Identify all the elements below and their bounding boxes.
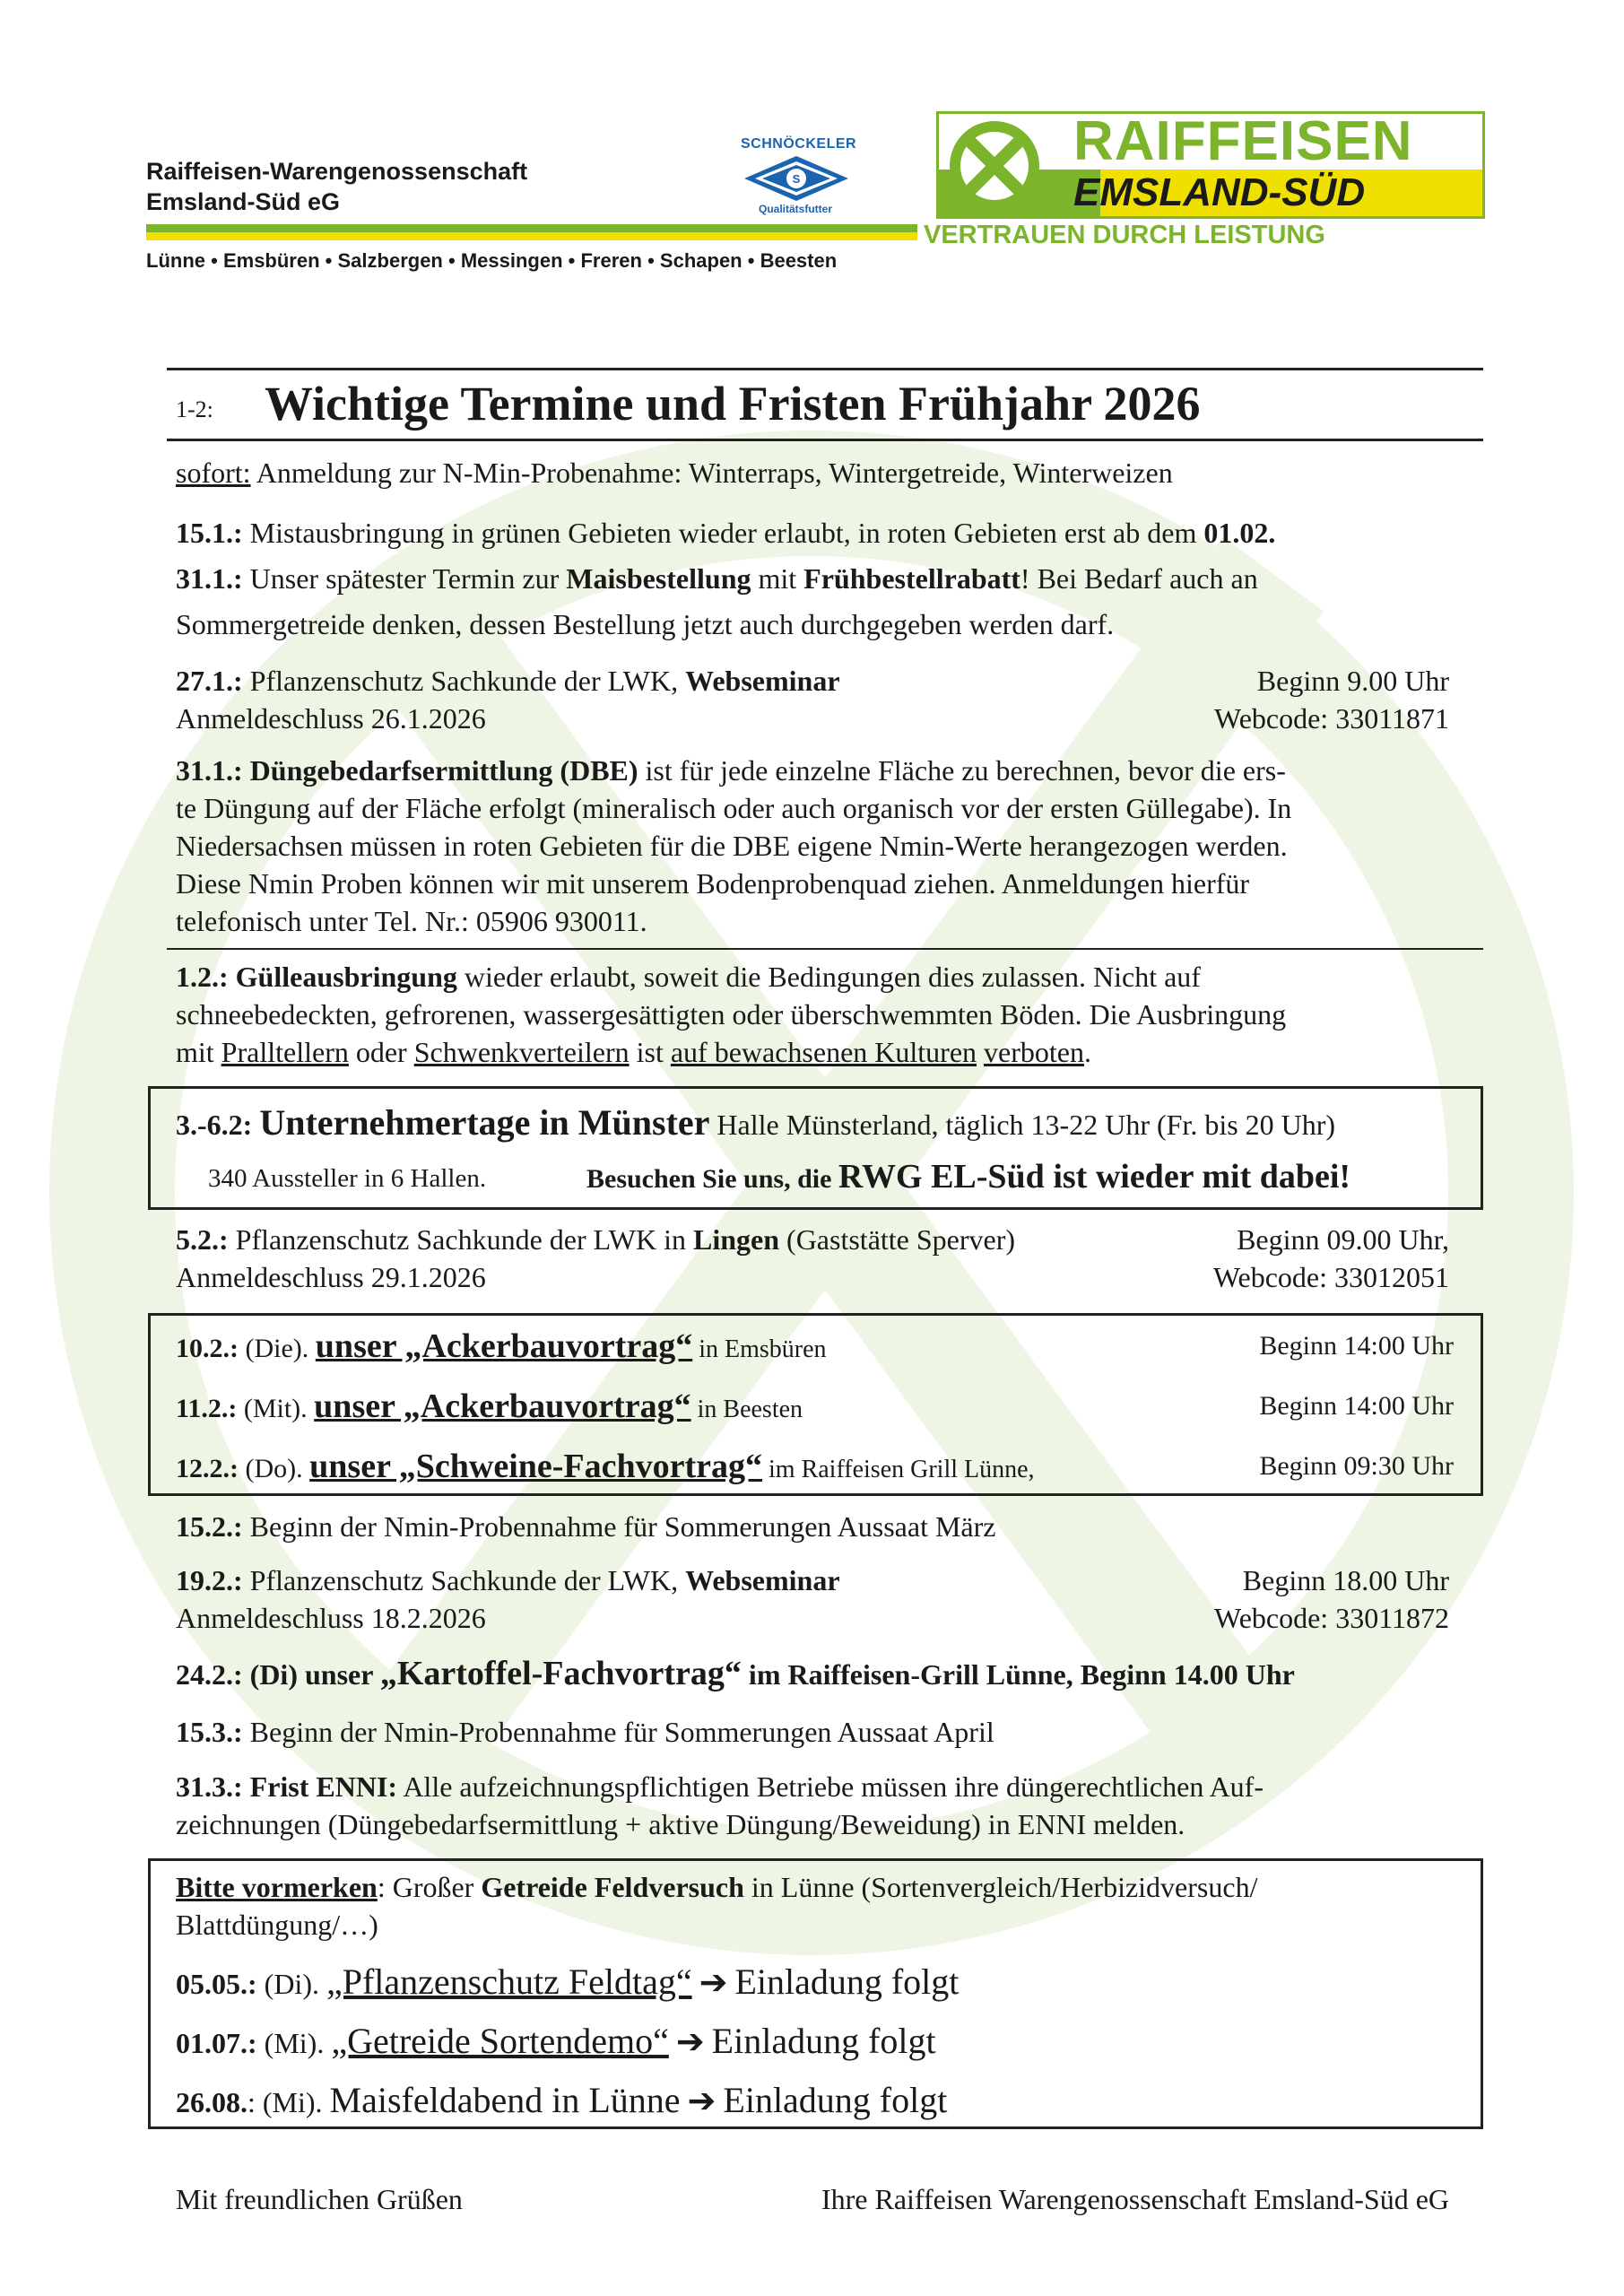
location-item: Freren — [580, 249, 642, 272]
unternehmertage-visit: Besuchen Sie uns, die RWG EL-Süd ist wieder mit dabei! — [586, 1158, 1351, 1196]
entry-24-2: 24.2.: (Di) unser „Kartoffel-Fachvortrag“ im Raiffeisen-Grill Lünne, Beginn 14.00 Uhr — [176, 1655, 1295, 1692]
entry-date: 19.2.: — [176, 1564, 243, 1596]
entry-19-2-begin: Beginn 18.00 Uhr — [1242, 1564, 1449, 1596]
svg-text:S: S — [792, 172, 801, 186]
schnoeckeler-tag: Qualitätsfutter — [759, 203, 833, 215]
logo-raiffeisen-text: RAIFFEISEN — [1073, 110, 1413, 172]
entry-date: 31.1.: — [176, 754, 243, 787]
company-name-line1: Raiffeisen-Warengenossenschaft — [146, 158, 528, 185]
slogan: VERTRAUEN DURCH LEISTUNG — [924, 221, 1325, 249]
entry-date: 24.2.: — [176, 1658, 243, 1691]
schnoeckeler-logo — [743, 154, 850, 203]
entry-19-2: 19.2.: Pflanzenschutz Sachkunde der LWK, Webseminar — [176, 1564, 840, 1596]
entry-date: 3.-6.2: — [176, 1109, 253, 1141]
footer-signature: Ihre Raiffeisen Warengenossenschaft Emsland-Süd eG — [821, 2183, 1449, 2215]
entry-5-2-begin: Beginn 09.00 Uhr, — [1237, 1223, 1449, 1256]
entry-date: 05.05.: — [176, 1968, 257, 2000]
entry-5-2-deadline: Anmeldeschluss 29.1.2026 — [176, 1261, 486, 1293]
arrow-right-icon: ➔ — [687, 2083, 716, 2120]
unternehmertage-box — [148, 1086, 1483, 1210]
location-item: Lünne — [146, 249, 205, 272]
vortrag-begin: Beginn 14:00 Uhr — [1259, 1391, 1454, 1421]
entry-date: 15.1.: — [176, 517, 243, 549]
title-rule-bottom — [167, 439, 1483, 441]
entry-27-1-webcode: Webcode: 33011871 — [1214, 702, 1449, 735]
raiffeisen-cross-icon — [944, 117, 1045, 214]
schnoeckeler-name: SCHNÖCKELER — [741, 136, 857, 152]
entry-date: 15.2.: — [176, 1510, 243, 1543]
unternehmertage-title: Unternehmertage in Münster — [259, 1102, 710, 1143]
entry-date: 10.2.: — [176, 1334, 239, 1363]
vortrag-begin: Beginn 14:00 Uhr — [1259, 1331, 1454, 1361]
entry-date: 27.1.: — [176, 665, 243, 697]
entry-date: 26.08. — [176, 2086, 248, 2118]
page-title: Wichtige Termine und Fristen Frühjahr 2026 — [265, 377, 1201, 430]
arrow-right-icon: ➔ — [675, 2023, 705, 2061]
title-rule-top — [167, 368, 1483, 370]
entry-15-1: 15.1.: Mistausbringung in grünen Gebieten wieder erlaubt, in roten Gebieten erst ab dem 01.02. — [176, 517, 1276, 549]
entry-date: 1.2.: — [176, 961, 229, 993]
header-yellow-bar — [146, 232, 917, 240]
entry-19-2-deadline: Anmeldeschluss 18.2.2026 — [176, 1602, 486, 1634]
entry-31-1-mais: 31.1.: Unser spätester Termin zur Maisbestellung mit Frühbestellrabatt! Bei Bedarf auch an — [176, 562, 1258, 595]
vortrag-begin: Beginn 09:30 Uhr — [1259, 1451, 1454, 1481]
arrow-right-icon: ➔ — [699, 1964, 728, 2002]
location-item: Schapen — [659, 249, 743, 272]
entry-31-1-mais-line2: Sommergetreide denken, dessen Bestellung jetzt auch durchgegeben werden darf. — [176, 608, 1115, 640]
entry-5-2-webcode: Webcode: 33012051 — [1212, 1261, 1449, 1293]
raiffeisen-logo — [936, 111, 1485, 219]
entry-31-1-dbe-line2: te Düngung auf der Fläche erfolgt (mineralisch oder auch organisch vor der ersten Güllegabe). In — [176, 792, 1292, 824]
entry-27-1-begin: Beginn 9.00 Uhr — [1256, 665, 1449, 697]
vortraege-box — [148, 1313, 1483, 1496]
entry-15-2: 15.2.: Beginn der Nmin-Probennahme für Sommerungen Aussaat März — [176, 1510, 996, 1543]
vormerken-intro: Bitte vormerken: Großer Getreide Feldversuch in Lünne (Sortenvergleich/Herbizidversuch/ — [176, 1871, 1258, 1903]
locations-list: Lünne • Emsbüren • Salzbergen • Messingen • Freren • Schapen • Beesten — [146, 249, 838, 272]
vortrag-row: 10.2.: (Die). unser „Ackerbauvortrag“ in Emsbüren — [176, 1327, 827, 1365]
entry-27-1-deadline: Anmeldeschluss 26.1.2026 — [176, 702, 486, 735]
entry-sofort: sofort: Anmeldung zur N-Min-Probenahme: Winterraps, Wintergetreide, Winterweizen — [176, 457, 1173, 489]
entry-date: 31.1.: — [176, 562, 243, 595]
location-item: Salzbergen — [337, 249, 443, 272]
footer-greeting: Mit freundlichen Grüßen — [176, 2183, 463, 2215]
vormerken-box — [148, 1858, 1483, 2129]
entry-1-2: 1.2.: Gülleausbringung wieder erlaubt, soweit die Bedingungen dies zulassen. Nicht auf — [176, 961, 1201, 993]
entry-27-1: 27.1.: Pflanzenschutz Sachkunde der LWK, Webseminar — [176, 665, 840, 697]
header-green-bar — [146, 224, 917, 232]
entry-15-3: 15.3.: Beginn der Nmin-Probennahme für Sommerungen Aussaat April — [176, 1716, 994, 1748]
vormerken-event: 01.07.: (Mi). „Getreide Sortendemo“ ➔ Einladung folgt — [176, 2021, 936, 2061]
vortrag-row: 12.2.: (Do). unser „Schweine-Fachvortrag“ im Raiffeisen Grill Lünne, — [176, 1448, 1035, 1485]
vortrag-row: 11.2.: (Mit). unser „Ackerbauvortrag“ in Beesten — [176, 1387, 803, 1425]
entry-1-2-line3: mit Pralltellern oder Schwenkverteilern ist auf bewachsenen Kulturen verboten. — [176, 1036, 1091, 1068]
entry-date: 11.2.: — [176, 1394, 238, 1423]
company-name-line2: Emsland-Süd eG — [146, 188, 341, 215]
title-prefix: 1-2: — [176, 396, 213, 422]
entry-1-2-line2: schneebedeckten, gefrorenen, wassergesättigten oder überschwemmten Böden. Die Ausbringung — [176, 998, 1287, 1031]
location-item: Messingen — [460, 249, 563, 272]
vormerken-intro-line2: Blattdüngung/…) — [176, 1909, 378, 1941]
entry-5-2: 5.2.: Pflanzenschutz Sachkunde der LWK in Lingen (Gaststätte Sperver) — [176, 1223, 1016, 1256]
logo-region-text: EMSLAND-SÜD — [1073, 170, 1366, 214]
entry-31-3-line2: zeichnungen (Düngebedarfsermittlung + aktive Düngung/Beweidung) in ENNI melden. — [176, 1808, 1185, 1840]
entry-31-1-dbe: 31.1.: Düngebedarfsermittlung (DBE) ist für jede einzelne Fläche zu berechnen, bevor die ers- — [176, 754, 1286, 787]
divider — [167, 948, 1483, 950]
vormerken-event: 26.08.: (Mi). Maisfeldabend in Lünne ➔ Einladung folgt — [176, 2080, 948, 2120]
entry-31-1-dbe-line4: Diese Nmin Proben können wir mit unserem Bodenprobenquad ziehen. Anmeldungen hierfür — [176, 867, 1250, 900]
location-item: Beesten — [760, 249, 838, 272]
entry-date: sofort: — [176, 457, 251, 489]
vormerken-label: Bitte vormerken — [176, 1871, 378, 1903]
entry-19-2-webcode: Webcode: 33011872 — [1214, 1602, 1449, 1634]
location-item: Emsbüren — [222, 249, 320, 272]
entry-date: 12.2.: — [176, 1454, 239, 1483]
entry-date: 31.3.: — [176, 1770, 243, 1803]
unternehmertage-line1: 3.-6.2: Unternehmertage in Münster Halle Münsterland, täglich 13-22 Uhr (Fr. bis 20 Uhr) — [176, 1102, 1336, 1143]
entry-31-1-dbe-line3: Niedersachsen müssen in roten Gebieten für die DBE eigene Nmin-Werte herangezogen werden. — [176, 830, 1288, 862]
entry-date: 01.07.: — [176, 2027, 257, 2059]
vormerken-event: 05.05.: (Di). „Pflanzenschutz Feldtag“ ➔ Einladung folgt — [176, 1961, 960, 2002]
unternehmertage-exhibitors: 340 Aussteller in 6 Hallen. — [208, 1164, 487, 1193]
entry-31-1-dbe-line5: telefonisch unter Tel. Nr.: 05906 930011. — [176, 905, 647, 937]
entry-date: 15.3.: — [176, 1716, 243, 1748]
entry-date: 5.2.: — [176, 1223, 229, 1256]
entry-31-3: 31.3.: Frist ENNI: Alle aufzeichnungspflichtigen Betriebe müssen ihre düngerechtlichen Auf- — [176, 1770, 1264, 1803]
